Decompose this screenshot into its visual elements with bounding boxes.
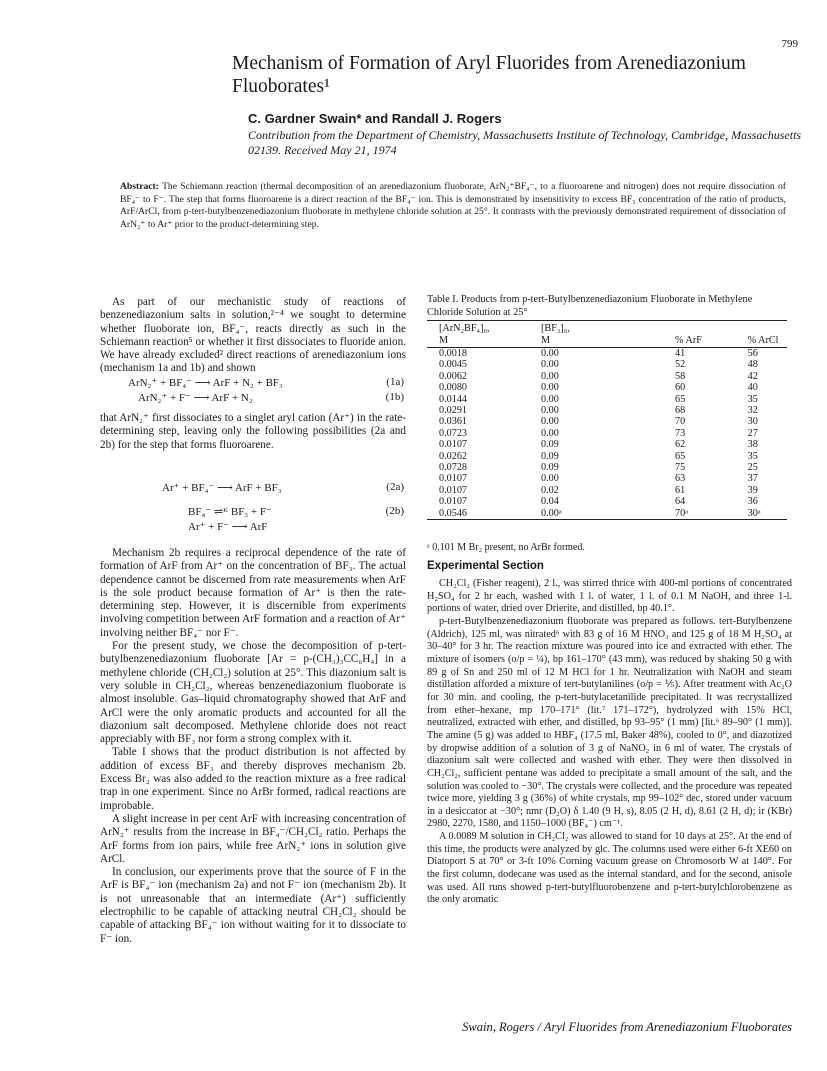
table-cell: 70 [675,416,686,428]
equation-1a-body: ArN₂⁺ + BF₄⁻ ⟶ ArF + N₂ + BF₃ [128,377,283,389]
table-cell: 68 [675,405,686,417]
table-row [427,405,787,416]
table-cell: 0.0045 [439,359,468,371]
table-row [427,371,787,382]
left-column-mid [100,412,406,452]
table-cell: 0.0262 [439,450,468,462]
table-cell: 0.0062 [439,370,468,382]
table-row [427,508,787,520]
equation-1a-label: (1a) [386,376,404,388]
table-row [427,462,787,473]
table-cell: 60 [675,382,686,394]
table-cell: 32 [747,405,758,417]
experimental-heading: Experimental Section [427,560,544,572]
table-cell: 42 [747,370,758,382]
table-body [427,348,787,520]
table-cell: 0.09 [541,450,559,462]
table-cell: 48 [747,359,758,371]
table-row [427,451,787,462]
table-cell: 38 [747,439,758,451]
table-cell: 0.00 [541,393,559,405]
article-affiliation: Contribution from the Department of Chemistry, Massachusetts Institute of Technology, Cambridge, Massachusetts 02139. Received May 21, 1974 [248,128,802,157]
table-header-cell: [BF₃]₀, M [541,323,570,346]
table-cell: 0.0107 [439,473,468,485]
table-cell: 35 [747,450,758,462]
table-cell: 63 [675,473,686,485]
page-number: 799 [781,38,798,50]
equation-2a-label: (2a) [386,481,404,493]
paragraph-present-study: For the present study, we chose the decomposition of p-tert-butylbenzenediazonium fluoborate [Ar = p-(CH₃)₃CC₆H₄] in a methylene chloride (CH₂Cl₂) solution at 25°. This diazonium salt is very soluble in CH₂Cl₂, whereas benzenediazonium fluoborate is almost insoluble. Gas–liquid chromatography showed that ArF and ArCl were the only aromatic products and accounted for all the diazonium salt decomposed. Methylene chloride does not react appreciably with BF₃ nor form a strong complex with it. [100,640,406,746]
table-row [427,348,787,360]
table-cell: 40 [747,382,758,394]
table-header-cell: % ArF [675,334,702,346]
table-cell: 0.0107 [439,496,468,508]
paragraph-table-discussion: Table I shows that the product distribution is not affected by addition of excess BF₃ and thereby disproves mechanism 2b. Excess Br₂ was also added to the reaction mixture as a free radical trap in one experiment. Since no ArBr formed, radical reactions are improbable. [100,746,406,812]
table-cell: 64 [675,496,686,508]
left-column-bottom [100,547,406,946]
table-row [427,439,787,450]
running-footer: Swain, Rogers / Aryl Fluorides from Arenediazonium Fluoborates [462,1020,792,1034]
table-row [427,382,787,393]
table-cell: 0.00 [541,416,559,428]
table-cell: 0.0723 [439,427,468,439]
table-row [427,473,787,484]
equation-2b-label: (2b) [385,505,404,517]
table-cell: 0.0080 [439,382,468,394]
table-cell: 52 [675,359,686,371]
table-cell: 73 [675,427,686,439]
equation-1b-label: (1b) [385,391,404,403]
table-cell: 0.00 [541,359,559,371]
equation-2c [120,520,410,535]
experimental-section [427,578,792,907]
left-column-top [100,296,406,376]
table-row [427,359,787,370]
table-cell: 30ᵃ [747,507,761,519]
table-row [427,485,787,496]
table-cell: 0.00 [541,382,559,394]
table-cell: 0.0107 [439,439,468,451]
exp-paragraph-solvent: CH₂Cl₂ (Fisher reagent), 2 l., was stirred thrice with 400-ml portions of concentrated H₂SO₄ for 2 hr each, washed with 1 l. of water, 1 l. of 0.1 M NaOH, and three 1-l. portions of water, dried over Drierite, and distilled, bp 40.1°. [427,578,792,615]
abstract [120,181,786,232]
table-row [427,394,787,405]
equation-2a [120,481,410,496]
paragraph-mechanism: Mechanism 2b requires a reciprocal dependence of the rate of formation of ArF from Ar⁺ on the concentration of BF₃. The actual dependence cannot be discerned from rate measurements when ArF is the sole product because formation of Ar⁺ is then the rate-determining step. However, it is discernible from experiments involving competition between ArF formation and a reaction of Ar⁺ involving neither BF₄⁻ nor F⁻. [100,547,406,639]
equation-2b-body: BF₄⁻ ⇌ᴷ BF₃ + F⁻ [188,506,272,518]
table-cell: 0.0107 [439,484,468,496]
table-cell: 0.00 [541,405,559,417]
equations-2 [120,481,410,535]
abstract-label: Abstract: [120,181,159,192]
table-cell: 56 [747,348,758,359]
table-cell: 75 [675,462,686,474]
table-cell: 0.02 [541,484,559,496]
article-authors: C. Gardner Swain* and Randall J. Rogers [248,111,502,126]
table-cell: 0.00 [541,348,559,359]
table-cell: 0.00 [541,473,559,485]
table-row [427,496,787,507]
equation-1b [120,391,410,406]
table-caption-text: Products from p-tert-Butylbenzenediazonium Fluoborate in Methylene Chloride Solution at 25° [427,294,753,318]
table-cell: 35 [747,393,758,405]
table-cell: 0.00 [541,370,559,382]
paragraph-conclusion: In conclusion, our experiments prove that the source of F in the ArF is BF₄⁻ ion (mechanism 2a) and not F⁻ ion (mechanism 2b). It is not unreasonable that an intermediate (Ar⁺) sufficiently electrophilic to be capable of attacking neutral CH₂Cl₂ should be capable of attacking BF₄⁻ ion without waiting for it to dissociate to F⁻ ion. [100,866,406,945]
equation-1a [120,376,410,391]
equation-2b [120,505,410,520]
abstract-text: The Schiemann reaction (thermal decomposition of an arenediazonium fluoborate, ArN₂⁺BF₄⁻, to a fluoroarene and nitrogen) does not require dissociation of BF₄⁻ to F⁻. The step that forms fluoroarene is a direct reaction of the BF₄⁻ ion. This is demonstrated by insensitivity to excess BF₃ concentration of the ratio of products, ArF/ArCl, from p-tert-butylbenzenediazonium fluoborate in methylene chloride solution at 25°. It contrasts with the previously demonstrated requirement of dissociation of ArN₂⁺ to Ar⁺ prior to the product-determining step. [120,181,786,231]
table-row [427,416,787,427]
exp-paragraph-analysis: A 0.0089 M solution in CH₂Cl₂ was allowed to stand for 10 days at 25°. At the end of this time, the products were analyzed by glc. The columns used were either 6-ft XE60 on Diatoport S at 70° or 3-ft 10% Corning vacuum grease on Chromosorb W at 140°. For the first column, dodecane was used as the internal standard, and for the second, anisole was used. All runs showed p-tert-butylfluorobenzene and p-tert-butylchlorobenzene as the only aromatic [427,831,792,906]
table-cell: 0.0361 [439,416,468,428]
equation-1b-body: ArN₂⁺ + F⁻ ⟶ ArF + N₂ [138,392,253,404]
results-table [427,320,787,520]
table-cell: 0.0291 [439,405,468,417]
table-cell: 37 [747,473,758,485]
article-title: Mechanism of Formation of Aryl Fluorides from Arenediazonium Fluoborates¹ [232,53,746,97]
table-cell: 25 [747,462,758,474]
table-cell: 0.00ᵃ [541,507,562,519]
table-row [427,428,787,439]
table-cell: 70ᵃ [675,507,688,519]
table-cell: 27 [747,427,758,439]
table-header-cell: [ArN₂BF₄]₀, M [439,323,490,346]
table-cell: 62 [675,439,686,451]
table-cell: 0.0728 [439,462,468,474]
table-cell: 0.0018 [439,348,468,359]
paragraph-slight-increase: A slight increase in per cent ArF with increasing concentration of ArN₂⁺ results from the increase in BF₄⁻/CH₂Cl₂ ratio. Perhaps the ArF forms from ion pairs, while free ArN₂⁺ ions in solution give ArCl. [100,812,406,865]
table-cell: 58 [675,370,686,382]
equations-1 [120,376,410,406]
table-header-cell: % ArCl [747,334,779,346]
table-caption-label: Table I. [427,294,459,305]
table-cell: 39 [747,484,758,496]
table-cell: 0.09 [541,439,559,451]
equation-2a-body: Ar⁺ + BF₄⁻ ⟶ ArF + BF₃ [162,482,282,494]
table-header-row [427,321,787,348]
equation-2c-body: Ar⁺ + F⁻ ⟶ ArF [188,521,268,533]
table-cell: 0.0546 [439,507,468,519]
table-cell: 36 [747,496,758,508]
table-cell: 0.00 [541,427,559,439]
table-footnote: ᵃ 0.101 M Br₂ present, no ArBr formed. [427,542,585,553]
table-cell: 61 [675,484,686,496]
table-cell: 0.04 [541,496,559,508]
table-cell: 65 [675,450,686,462]
table-cell: 65 [675,393,686,405]
exp-paragraph-prep: p-tert-Butylbenzenediazonium fluoborate was prepared as follows. tert-Butylbenzene (Aldrich), 125 ml, was nitrated⁶ with 83 g of 16 M HNO₃ and 125 g of 18 M H₂SO₄ at 30–40° for 3 hr. The reaction mixture was poured into ice and extracted with ether. The mixture of isomers (o/p = ¼), bp 161–170° (43 mm), was reduced by shaking 50 g with 89 g of Sn and 250 ml of 12 M HCl for 1 hr. Neutralization with NaOH and steam distillation afforded a mixture of tert-butylanilines (o/p = ⅕). After treatment with Ac₂O for 30 min. and cooling, the p-tert-butylacetanilide precipitated. It was recrystallized from ether–hexane, mp 170–171° (lit.⁷ 171–172°), hydrolyzed with 15% HCl, neutralized, extracted with ether, and distilled, bp 93–95° (1 mm) [lit.⁶ 89–90° (1 mm)]. The amine (5 g) was added to HBF₄ (17.5 ml, Baker 48%), cooled to 0°, and diazotized by dropwise addition of a solution of 3 g of NaNO₂ in 6 ml of water. The crystals of diazonium salt were collected and washed with ether. They were then dissolved in CH₂Cl₂, sufficient pentane was added to precipitate a small amount of the salt, and the solution was cooled to −30°. The crystals were collected, and the procedure was repeated twice more, yielding 3 g (36%) of white crystals, mp 99–102° dec, stored under vacuum in a desiccator at −30°; nmr (D₂O) δ 1.40 (9 H, s), 8.05 (2 H, d), 8.61 (2 H, d); ir (KBr) 2980, 2270, 1580, and 1150–1000 (BF₄⁻) cm⁻¹. [427,615,792,830]
mid-paragraph: that ArN₂⁺ first dissociates to a singlet aryl cation (Ar⁺) in the rate-determining step, leaving only the following possibilities (2a and 2b) for the step that forms fluoroarene. [100,412,406,451]
table-cell: 0.09 [541,462,559,474]
table-cell: 41 [675,348,686,359]
intro-paragraph: As part of our mechanistic study of reactions of benzenediazonium salts in solution,²⁻⁴ we sought to determine whether fluoborate ion, BF₄⁻, reacts directly as such in the Schiemann reaction⁵ or whether it first dissociates to fluoride anion. We have already excluded² direct reactions of arenediazonium ions (mechanism 1a and 1b) and shown [100,296,406,375]
table-caption [427,294,787,319]
table-cell: 30 [747,416,758,428]
table-cell: 0.0144 [439,393,468,405]
